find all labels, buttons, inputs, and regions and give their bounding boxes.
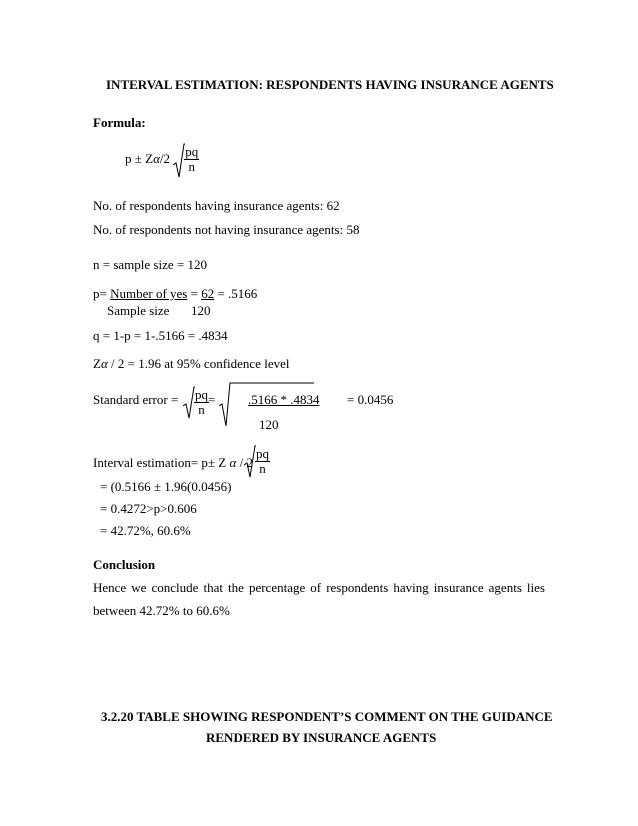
conclusion-line-2: between 42.72% to 60.6% [93, 603, 230, 618]
formula-div: /2 [159, 150, 171, 166]
sqrt-icon [173, 143, 185, 179]
ie-step-3: = 42.72%, 60.6% [100, 523, 191, 538]
fraction [184, 145, 199, 175]
se-sqrt [183, 388, 209, 418]
sqrt-expression [183, 388, 209, 418]
p-denominator-label: Sample size [107, 303, 170, 318]
z-rest: / 2 = 1.96 at 95% confidence level [107, 356, 290, 371]
fraction [194, 388, 209, 418]
p-lead: p= [93, 286, 111, 301]
formula-prefix: p ± Z [125, 150, 154, 166]
fraction-numerator: pq [256, 446, 269, 461]
z-line [93, 356, 289, 372]
formula-label: Formula: [93, 115, 146, 130]
sqrt-icon [183, 386, 195, 420]
p-numerator-value: 62 [201, 286, 215, 301]
se-result: = 0.0456 [347, 392, 394, 407]
p-calculation [93, 286, 257, 302]
alpha-symbol: α [100, 356, 108, 371]
sample-size-line: n = sample size = 120 [93, 257, 207, 272]
conclusion-label: Conclusion [93, 557, 156, 572]
table-title-line-2: RENDERED BY INSURANCE AGENTS [206, 730, 437, 745]
ie-label: Interval estimation= p± Z [93, 455, 230, 470]
standard-error-label: Standard error = [93, 392, 179, 407]
ie-step-2: = 0.4272>p>0.606 [100, 501, 197, 516]
fraction-numerator: pq [195, 387, 208, 402]
interval-estimation-line [93, 455, 253, 471]
q-calculation: q = 1-p = 1-.5166 = .4834 [93, 328, 228, 343]
alpha-symbol: α [229, 455, 237, 470]
p-numerator-label: Number of yes [110, 286, 188, 301]
sqrt-expression [244, 447, 270, 477]
ie-sqrt [244, 447, 270, 477]
fraction [255, 447, 270, 477]
p-eq1: = [187, 286, 202, 301]
ie-step-1: = (0.5166 ± 1.96(0.0456) [100, 479, 232, 494]
sqrt-expression [173, 145, 199, 175]
fraction-denominator: n [188, 159, 196, 175]
respondents-no-line: No. of respondents not having insurance agents: 58 [93, 222, 360, 237]
fraction-denominator: n [198, 402, 205, 418]
page-heading: INTERVAL ESTIMATION: RESPONDENTS HAVING INSURANCE AGENTS [106, 77, 554, 92]
conclusion-line-1: Hence we conclude that the percentage of respondents having insurance agents lies [93, 580, 545, 595]
z-symbol: Z [93, 356, 101, 371]
ie-div: / 2 [236, 455, 253, 470]
respondents-yes-line: No. of respondents having insurance agents: 62 [93, 198, 340, 213]
fraction-numerator: pq [185, 144, 199, 159]
p-eq2: = .5166 [214, 286, 258, 301]
fraction-denominator: n [259, 461, 266, 477]
se-equals: = [208, 392, 216, 407]
formula-expression [125, 145, 199, 175]
p-denominator-value: 120 [191, 303, 211, 318]
sqrt-icon [244, 445, 256, 479]
table-title-line-1: 3.2.20 TABLE SHOWING RESPONDENT’S COMMENT ON THE GUIDANCE [101, 709, 553, 724]
se-inner-denominator: 120 [259, 417, 279, 432]
alpha-symbol: α [153, 150, 160, 166]
se-inner-numerator: .5166 * .4834 [248, 392, 320, 407]
